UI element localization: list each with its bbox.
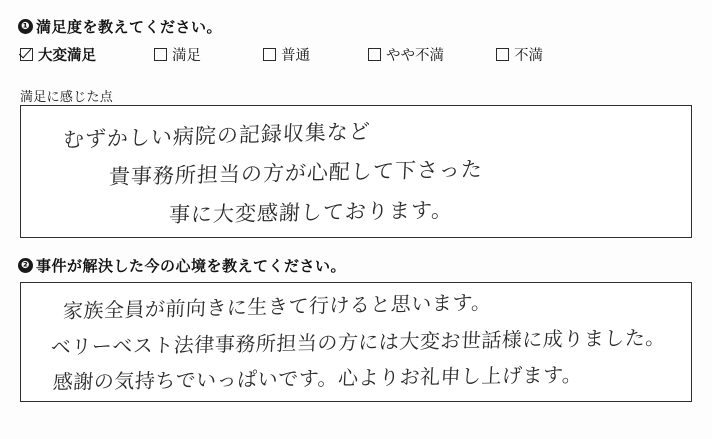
question-2-heading: [18, 255, 346, 276]
question-1-text: 満足度を教えてください。: [36, 19, 223, 36]
handwritten-line: むずかしい病院の記録収集など: [62, 119, 372, 153]
option-slightly-dissatisfied[interactable]: [368, 44, 444, 65]
checkbox-icon[interactable]: [496, 48, 509, 61]
checkbox-icon[interactable]: [263, 48, 276, 61]
option-dissatisfied[interactable]: [496, 44, 543, 65]
checkbox-icon[interactable]: [368, 48, 381, 61]
option-label: 満足: [172, 48, 201, 64]
satisfaction-options: [20, 44, 692, 68]
question-1-number: ❶: [18, 19, 33, 34]
question-1-heading: [18, 16, 222, 37]
checkbox-icon[interactable]: [154, 48, 167, 61]
option-label: 大変満足: [38, 48, 96, 64]
handwritten-line: ベリーベスト法律事務所担当の方には大変お世話様に成りました。: [50, 325, 667, 360]
option-label: 普通: [281, 48, 310, 64]
satisfaction-points-label: 満足に感じた点: [20, 89, 114, 104]
handwritten-line: 家族全員が前向きに生きて行けると思います。: [62, 290, 493, 324]
option-very-satisfied[interactable]: [20, 44, 96, 65]
question-2-number: ❷: [18, 258, 33, 273]
handwritten-line: 事に大変感謝しております。: [168, 198, 454, 228]
answer-box-question-2[interactable]: [20, 282, 692, 402]
option-satisfied[interactable]: [154, 44, 201, 65]
handwritten-line: 貴事務所担当の方が心配して下さった: [108, 157, 484, 190]
option-label: 不満: [514, 48, 543, 64]
handwritten-line: 感謝の気持ちでいっぱいです。心よりお礼申し上げます。: [52, 362, 584, 395]
answer-box-question-1[interactable]: [20, 105, 692, 238]
option-label: やや不満: [386, 48, 444, 64]
option-neutral[interactable]: [263, 44, 310, 65]
question-2-text: 事件が解決した今の心境を教えてください。: [36, 258, 347, 275]
checkbox-checked-icon[interactable]: [20, 48, 33, 61]
